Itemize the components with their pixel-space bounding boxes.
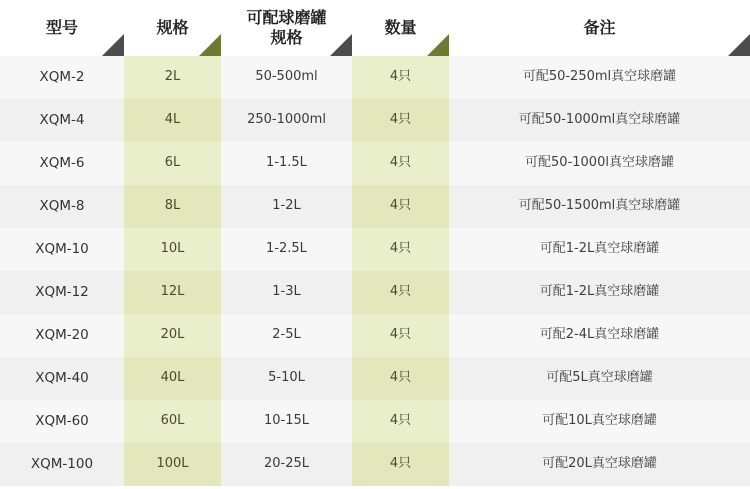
table-row <box>0 185 750 228</box>
cell-qty: 4只 <box>352 228 449 271</box>
cell-remark: 可配1-2L真空球磨罐 <box>449 271 750 314</box>
cell-model: XQM-4 <box>0 99 124 142</box>
cell-qty: 4只 <box>352 185 449 228</box>
cell-model: XQM-6 <box>0 142 124 185</box>
cell-jar: 50-500ml <box>221 56 352 99</box>
cell-spec: 4L <box>124 99 221 142</box>
cell-model: XQM-12 <box>0 271 124 314</box>
cell-remark: 可配20L真空球磨罐 <box>449 443 750 486</box>
cell-jar: 2-5L <box>221 314 352 357</box>
table-row <box>0 443 750 486</box>
cell-spec: 2L <box>124 56 221 99</box>
cell-model: XQM-60 <box>0 400 124 443</box>
cell-model: XQM-8 <box>0 185 124 228</box>
table-row <box>0 142 750 185</box>
cell-spec: 20L <box>124 314 221 357</box>
table-body <box>0 56 750 486</box>
cell-qty: 4只 <box>352 142 449 185</box>
column-header-qty-label: 数量 <box>384 18 417 37</box>
cell-spec: 40L <box>124 357 221 400</box>
cell-model: XQM-20 <box>0 314 124 357</box>
cell-spec: 6L <box>124 142 221 185</box>
cell-qty: 4只 <box>352 443 449 486</box>
cell-model: XQM-40 <box>0 357 124 400</box>
table-row <box>0 99 750 142</box>
column-header-spec <box>124 0 221 56</box>
cell-spec: 12L <box>124 271 221 314</box>
cell-remark: 可配5L真空球磨罐 <box>449 357 750 400</box>
cell-remark: 可配10L真空球磨罐 <box>449 400 750 443</box>
cell-qty: 4只 <box>352 357 449 400</box>
cell-remark: 可配50-1000l真空球磨罐 <box>449 142 750 185</box>
table-header-row <box>0 0 750 56</box>
cell-jar: 20-25L <box>221 443 352 486</box>
cell-remark: 可配50-250ml真空球磨罐 <box>449 56 750 99</box>
column-header-jar-label: 可配球磨罐 <box>246 8 327 27</box>
column-header-model <box>0 0 124 56</box>
column-header-qty <box>352 0 449 56</box>
cell-remark: 可配2-4L真空球磨罐 <box>449 314 750 357</box>
column-header-remark-label: 备注 <box>583 18 616 37</box>
cell-jar: 250-1000ml <box>221 99 352 142</box>
cell-jar: 10-15L <box>221 400 352 443</box>
cell-spec: 8L <box>124 185 221 228</box>
cell-spec: 100L <box>124 443 221 486</box>
cell-remark: 可配1-2L真空球磨罐 <box>449 228 750 271</box>
table-row <box>0 314 750 357</box>
cell-qty: 4只 <box>352 314 449 357</box>
cell-spec: 60L <box>124 400 221 443</box>
cell-remark: 可配50-1500ml真空球磨罐 <box>449 185 750 228</box>
column-header-jar <box>221 0 352 56</box>
cell-qty: 4只 <box>352 56 449 99</box>
table-row <box>0 228 750 271</box>
table-header <box>0 0 750 56</box>
cell-remark: 可配50-1000ml真空球磨罐 <box>449 99 750 142</box>
table-row <box>0 56 750 99</box>
column-header-spec-label: 规格 <box>156 18 189 37</box>
cell-qty: 4只 <box>352 271 449 314</box>
table-row <box>0 271 750 314</box>
cell-model: XQM-100 <box>0 443 124 486</box>
cell-model: XQM-2 <box>0 56 124 99</box>
cell-jar: 1-1.5L <box>221 142 352 185</box>
table-row <box>0 357 750 400</box>
table-row <box>0 400 750 443</box>
cell-jar: 1-3L <box>221 271 352 314</box>
column-header-model-label: 型号 <box>45 18 78 37</box>
column-header-remark <box>449 0 750 56</box>
cell-qty: 4只 <box>352 99 449 142</box>
cell-qty: 4只 <box>352 400 449 443</box>
column-header-jar-label-second: 规格 <box>270 28 303 47</box>
cell-spec: 10L <box>124 228 221 271</box>
cell-model: XQM-10 <box>0 228 124 271</box>
cell-jar: 1-2.5L <box>221 228 352 271</box>
cell-jar: 5-10L <box>221 357 352 400</box>
cell-jar: 1-2L <box>221 185 352 228</box>
